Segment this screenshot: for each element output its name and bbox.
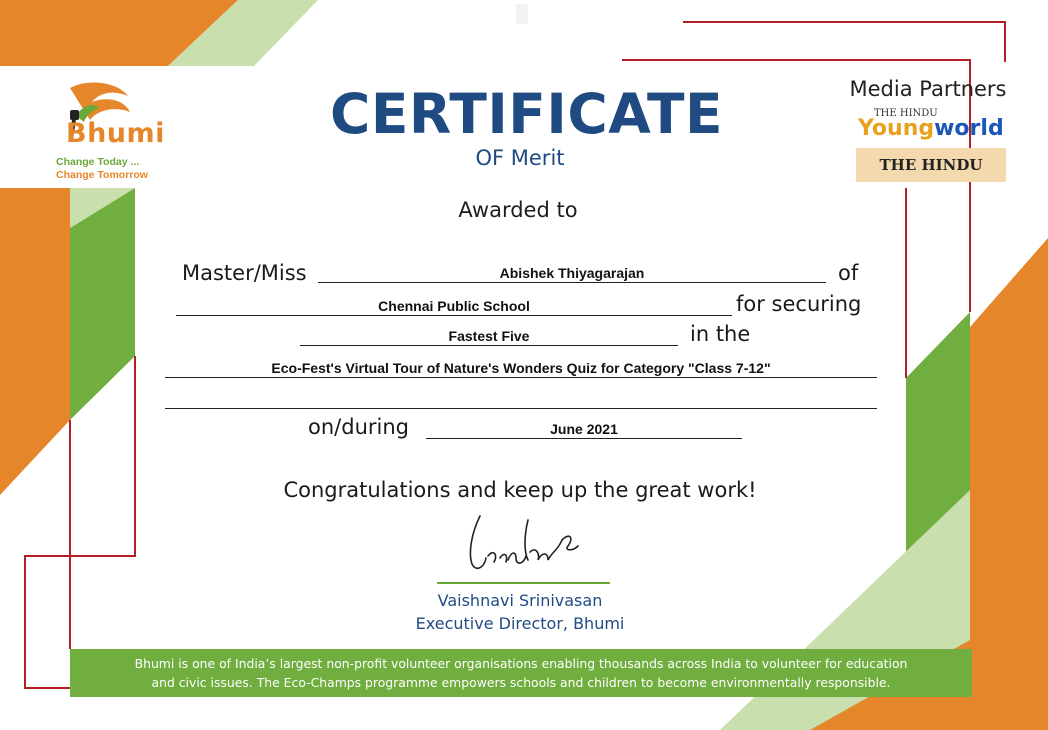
logo-tagline-1: Change Today ... xyxy=(56,156,140,168)
certificate-title: CERTIFICATE xyxy=(330,82,724,146)
during-label: on/during xyxy=(308,415,409,439)
in-the-label: in the xyxy=(690,322,751,346)
young-world-part2: world xyxy=(934,116,1004,141)
signatory-title: Executive Director, Bhumi xyxy=(415,614,625,633)
recipient-name-field: Abishek Thiyagarajan xyxy=(318,264,826,283)
bhumi-logo xyxy=(48,78,173,188)
of-label: of xyxy=(838,261,859,285)
date-field: June 2021 xyxy=(426,420,742,439)
signatory-name: Vaishnavi Srinivasan xyxy=(437,591,603,610)
school-field: Chennai Public School xyxy=(176,297,732,316)
footer-line-1: Bhumi is one of India’s largest non-profit volunteer organisations enabling thousands across India to volunteer for education xyxy=(134,656,908,671)
media-partners-label: Media Partners xyxy=(849,77,1007,101)
achievement-field: Fastest Five xyxy=(300,327,678,346)
signature-line xyxy=(437,582,610,584)
footer-line-2: and civic issues. The Eco-Champs programme empowers schools and children to become environmentally responsible. xyxy=(151,675,891,690)
prefix-label: Master/Miss xyxy=(182,261,307,285)
awarded-to-label: Awarded to xyxy=(458,198,578,222)
the-hindu-text: THE HINDU xyxy=(879,156,983,174)
event-field: Eco-Fest's Virtual Tour of Nature's Wonders Quiz for Category "Class 7-12" xyxy=(165,359,877,378)
extra-blank-line xyxy=(165,390,877,409)
signature-image xyxy=(450,512,590,578)
securing-label: for securing xyxy=(736,292,862,316)
congratulations-text: Congratulations and keep up the great work! xyxy=(283,478,757,502)
the-hindu-logo xyxy=(856,148,1006,182)
young-world-logo xyxy=(858,108,1010,142)
logo-tagline-2: Change Tomorrow xyxy=(56,169,148,181)
certificate-subtitle: OF Merit xyxy=(475,146,565,170)
logo-wordmark: Bhumi xyxy=(66,118,165,149)
young-world-part1: Young xyxy=(858,116,935,141)
young-world-top: THE HINDU xyxy=(874,108,938,119)
footer-banner xyxy=(70,649,972,697)
